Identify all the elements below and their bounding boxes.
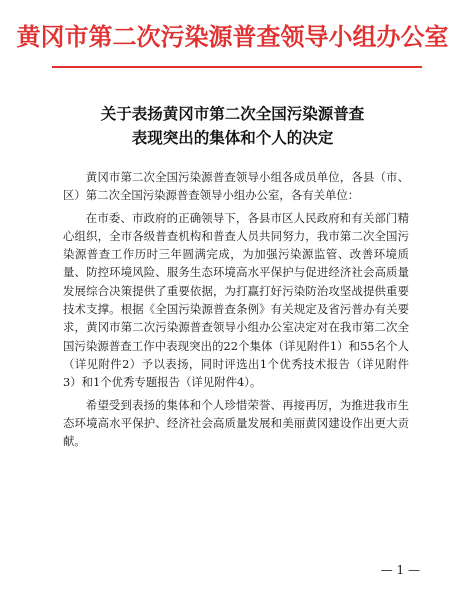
page-number: — 1 — xyxy=(380,563,420,577)
salutation: 黄冈市第二次全国污染源普查领导小组各成员单位，各县（市、区）第二次全国污染源普查领导小组办公室，各有关单位： xyxy=(63,170,409,203)
document-title-line-2: 表现突出的集体和个人的决定 xyxy=(131,128,334,147)
document-title-line-1: 关于表扬黄冈市第二次全国污染源普查 xyxy=(100,104,365,123)
org-header-title: 黄冈市第二次污染源普查领导小组办公室 xyxy=(16,22,449,51)
document-title xyxy=(0,102,465,150)
body-paragraph-2: 希望受到表扬的集体和个人珍惜荣誉、再接再厉，为推进我市生态环境高水平保护、经济社会高质量发展和美丽黄冈建设作出更大贡献。 xyxy=(63,397,409,449)
header-red-rule xyxy=(52,66,422,68)
document-body xyxy=(63,168,409,454)
body-paragraph-1: 在市委、市政府的正确领导下，各县市区人民政府和有关部门精心组织，全市各级普查机构和普查人员共同努力，我市第二次全国污染源普查工作历时三年圆满完成，为加强污染源监管、改善环境质量、防控环境风险、服务生态环境高水平保护与促进经济社会高质量发展综合决策提供了重要依据，为打赢打好污染防治攻坚战提供重要技术支撑。根据《全国污染源普查条例》有关规定及省污普办有关要求，黄冈市第二次污染源普查领导小组办公室决定对在我市第二次全国污染源普查工作中表现突出的22个集体（详见附件1）和55名个人（详见附件2）予以表扬，同时评选出1个优秀技术报告（详见附件3）和1个优秀专题报告（详见附件4）。 xyxy=(63,210,409,390)
